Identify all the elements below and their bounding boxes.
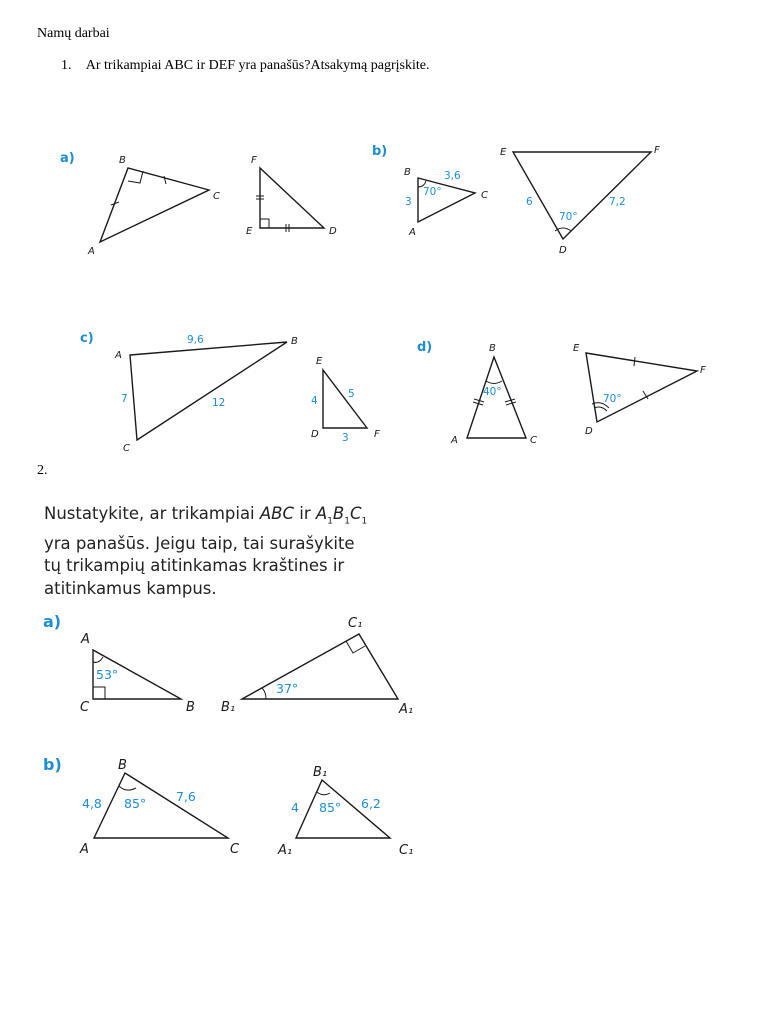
q1c-vertex-d: D: [311, 429, 319, 440]
question-2-line-1: Nustatykite, ar trikampiai ABC ir $A_1B_1C_1$: [44, 504, 368, 527]
q1a-vertex-c: C: [213, 191, 220, 202]
q2b-vertex-a: A: [80, 842, 89, 857]
q1a-vertex-b: B: [119, 155, 126, 166]
q1d-vertex-e: E: [573, 343, 580, 354]
q1c-vertex-c: C: [123, 443, 130, 454]
q1b-vertex-f: F: [654, 145, 660, 156]
q1b-vertex-d: D: [559, 245, 567, 256]
q2a-angle-a: 53°: [96, 667, 119, 682]
q2a-vertex-b: B: [186, 700, 195, 715]
q1b-vertex-c: C: [481, 190, 488, 201]
q1c-side-bc: 12: [212, 397, 226, 409]
question-1-number: 1.: [61, 58, 72, 73]
q2b-side-a1b1: 4: [291, 800, 299, 815]
q1d-vertex-d: D: [585, 426, 593, 437]
q1b-side-ba: 3: [405, 196, 412, 208]
q1b-angle-b: 70°: [423, 186, 442, 198]
q1c-side-df: 3: [342, 432, 349, 444]
q2b-vertex-b1: B₁: [313, 765, 328, 780]
q2-part-b-label: b): [43, 755, 62, 774]
q1b-angle-d: 70°: [559, 211, 578, 223]
q1-part-c-label: c): [80, 331, 94, 346]
question-2-line-3: tų trikampių atitinkamas kraštines ir: [44, 556, 345, 576]
question-2-line-4: atitinkamus kampus.: [44, 578, 217, 598]
q2b-angle-b: 85°: [124, 796, 147, 811]
q1-part-d-label: d): [417, 340, 433, 355]
q1a-vertex-f: F: [251, 155, 257, 166]
q2a-triangle-a1b1c1: [242, 634, 398, 699]
q1c-triangle-abc: [130, 342, 287, 440]
q2b-side-ab: 4,8: [82, 796, 102, 811]
q2b-vertex-c1: C₁: [399, 843, 414, 858]
q1b-side-bc: 3,6: [444, 170, 461, 182]
q1-part-b-label: b): [372, 144, 388, 159]
q2a-vertex-a: A: [81, 632, 90, 647]
q1b-vertex-e: E: [500, 147, 507, 158]
q1a-vertex-a: A: [88, 246, 95, 257]
q1d-vertex-a: A: [451, 435, 458, 446]
q1c-vertex-a: A: [115, 350, 122, 361]
q2a-vertex-b1: B₁: [221, 700, 236, 715]
q1b-vertex-a: A: [409, 227, 416, 238]
q2b-vertex-c: C: [230, 842, 240, 857]
q1c-triangle-def: [323, 370, 367, 428]
q2a-angle-b1: 37°: [276, 681, 299, 696]
q1-part-a-label: a): [60, 151, 75, 166]
q1c-side-ef: 5: [348, 388, 355, 400]
q1a-vertex-d: D: [329, 226, 337, 237]
q1d-vertex-c: C: [530, 435, 537, 446]
q1c-side-ac: 7: [121, 393, 128, 405]
question-2-number: 2.: [37, 463, 48, 478]
q1d-vertex-f: F: [700, 365, 706, 376]
question-1-text: Ar trikampiai ABC ir DEF yra panašūs?Atsakymą pagrįskite.: [85, 58, 430, 73]
document-heading: Namų darbai: [37, 26, 110, 41]
q1a-triangle-def: [260, 168, 324, 228]
question-2-line-2: yra panašūs. Jeigu taip, tai surašykite: [44, 533, 355, 553]
q2b-triangle-abc: [94, 773, 228, 838]
q1b-triangle-abc: [418, 178, 475, 222]
q1a-triangle-abc: [100, 168, 209, 242]
q2a-vertex-c: C: [80, 700, 90, 715]
q2b-vertex-b: B: [118, 758, 127, 773]
q2b-side-bc: 7,6: [176, 789, 196, 804]
q2a-vertex-c1: C₁: [348, 616, 363, 631]
q1c-vertex-f: F: [374, 429, 380, 440]
q2b-side-b1c1: 6,2: [361, 796, 381, 811]
q1b-triangle-def: [513, 152, 651, 239]
q1d-triangle-def: [586, 353, 697, 422]
q1c-vertex-e: E: [316, 356, 323, 367]
q1a-vertex-e: E: [246, 226, 253, 237]
q1b-vertex-b: B: [404, 167, 411, 178]
q2a-vertex-a1: A₁: [399, 702, 414, 717]
q1d-angle-d: 70°: [603, 393, 622, 405]
q1c-side-ed: 4: [311, 395, 318, 407]
q1d-angle-b: 40°: [483, 386, 502, 398]
q2b-vertex-a1: A₁: [278, 843, 293, 858]
q1b-side-fd: 7,2: [609, 196, 626, 208]
q1c-vertex-b: B: [291, 336, 298, 347]
q1c-side-ab: 9,6: [187, 334, 204, 346]
q1d-vertex-b: B: [489, 343, 496, 354]
q1b-side-ed: 6: [526, 196, 533, 208]
q2b-angle-b1: 85°: [319, 800, 342, 815]
q2-part-a-label: a): [43, 612, 62, 631]
